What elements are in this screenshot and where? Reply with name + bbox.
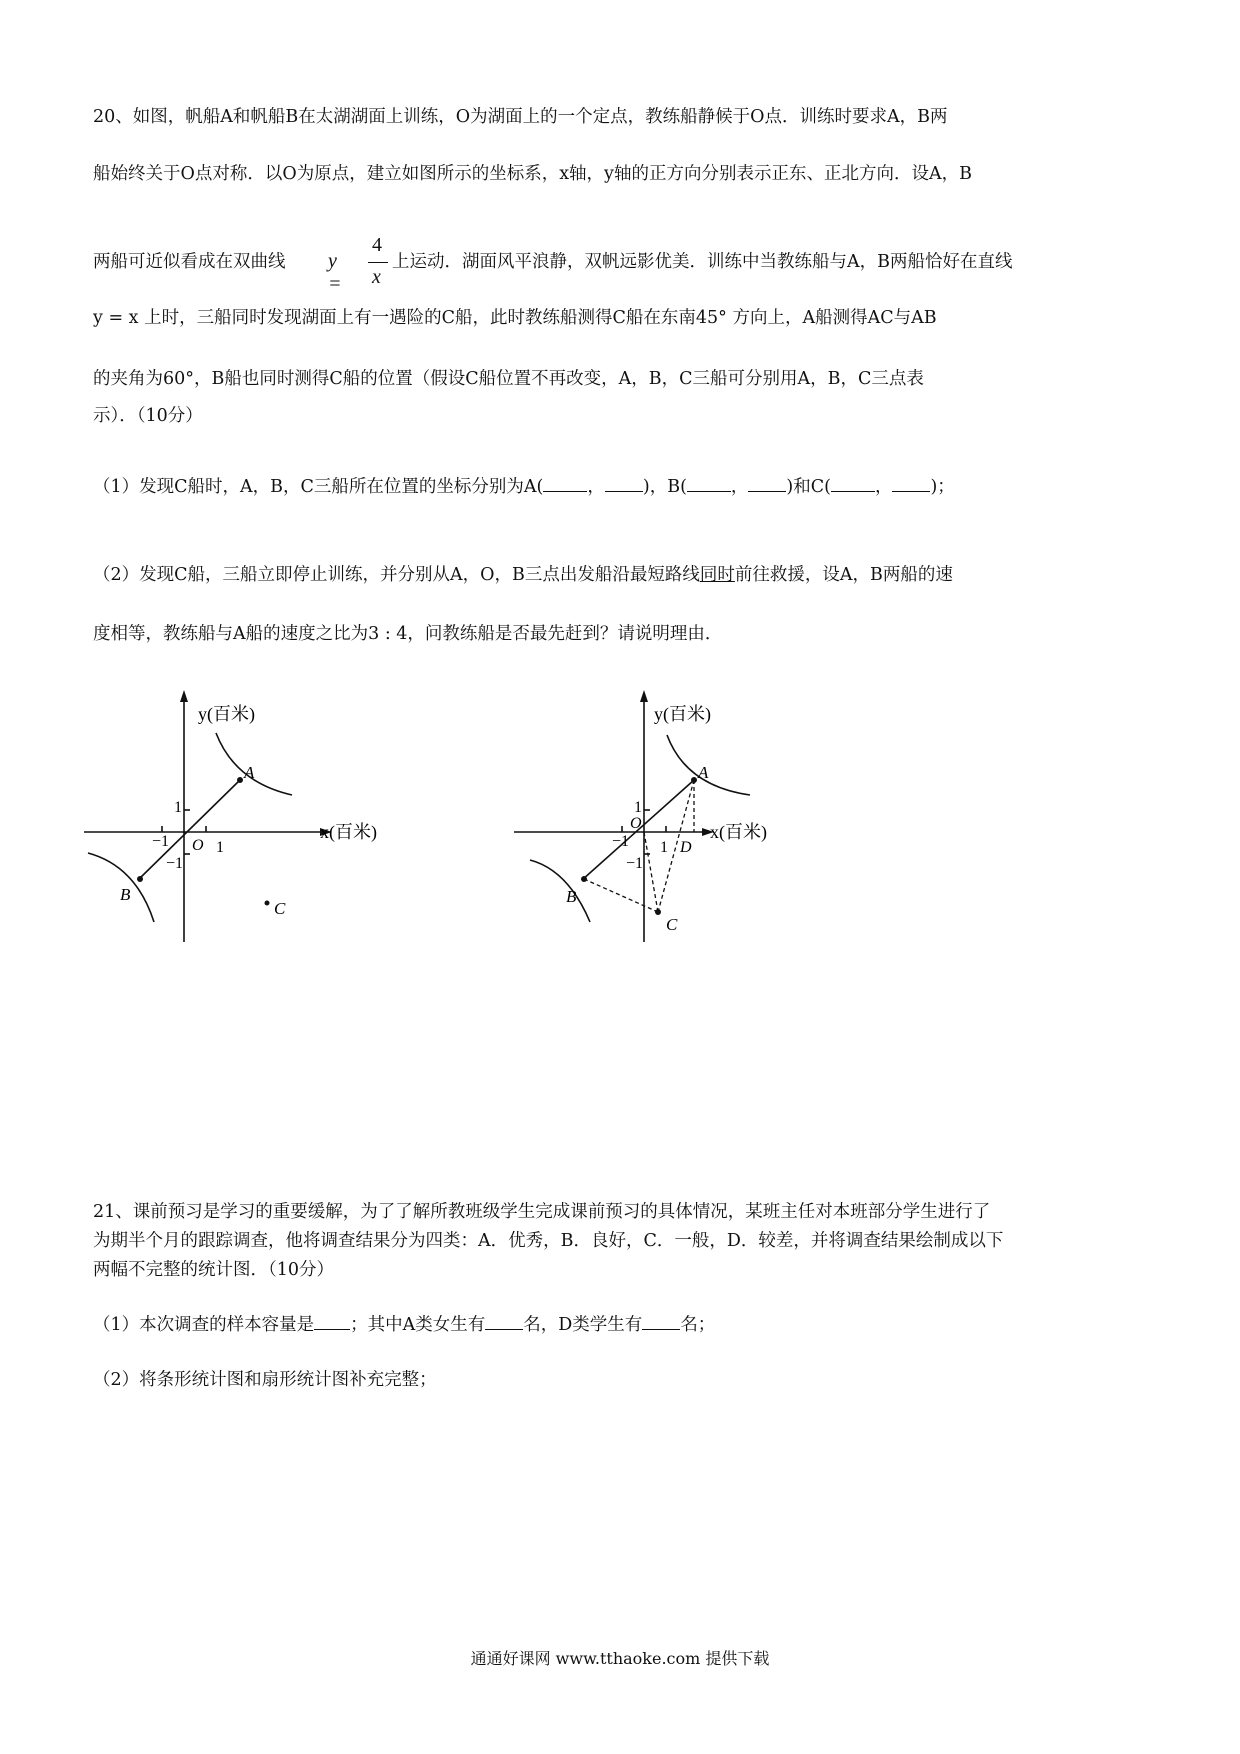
formula-denominator: x [372,266,381,288]
point-a-dot [237,777,243,783]
blank-b-y[interactable] [748,491,786,492]
q20-line-6: 示）．（10分） [93,406,203,426]
q20-sub1-pre: （1）发现C船时，A，B，C三船所在位置的坐标分别为A( [93,477,544,497]
label-a: A [244,763,255,782]
x-axis-label: x(百米) [710,822,767,842]
sub1-sep-c: )和C( [786,477,831,497]
line-y-equals-x [138,780,240,880]
tick-label-x-m1: −1 [152,833,170,850]
tick-label-x-1: 1 [216,839,224,856]
tick-label-y-m1: −1 [166,855,184,872]
comma: ， [730,477,749,497]
y-axis-label: y(百米) [654,704,711,724]
formula-lhs: y = [328,250,342,295]
blank-a-y[interactable] [605,491,643,492]
q21-sub1-c: 名，D类学生有 [523,1315,643,1335]
sub1-sep-b: )，B( [642,477,687,497]
blank-a-girls[interactable] [485,1329,523,1330]
fraction-bar [368,262,388,263]
q20-line-3-pre: 两船可近似看成在双曲线 [93,252,286,272]
q21-line-3: 两幅不完整的统计图．（10分） [93,1260,335,1280]
sub2-post: 前往救援，设A，B两船的速 [734,565,953,585]
q20-line-1: 20、如图，帆船A和帆船B在太湖湖面上训练，O为湖面上的一个定点，教练船静候于O点．训练时要求A，B两 [93,107,948,127]
origin-label: O [192,837,204,854]
sub2-underlined: 同时 [699,565,735,585]
point-c-dot [265,901,270,906]
point-a-dot [691,777,697,783]
comma: ， [874,477,893,497]
label-a: A [698,763,709,782]
label-d: D [680,839,692,856]
q20-line-4: y = x 上时，三船同时发现湖面上有一遇险的C船，此时教练船测得C船在东南45° 方向上，A船测得AC与AB [93,308,937,328]
dashed-oc [644,832,658,912]
figure-1 [80,690,440,970]
q21-sub-2: （2）将条形统计图和扇形统计图补充完整； [93,1370,437,1390]
formula-numerator: 4 [372,234,382,256]
label-b: B [120,885,131,904]
y-axis-label: y(百米) [198,704,255,724]
q21-sub-1 [93,1311,715,1336]
y-arrow [640,690,648,702]
blank-a-x[interactable] [543,491,587,492]
label-b: B [566,887,577,906]
q20-sub-2-line-1 [93,561,953,586]
q21-line-2: 为期半个月的跟踪调查，他将调查结果分为四类：A．优秀，B．良好，C．一般，D．较差，并将调查结果绘制成以下 [93,1231,1004,1251]
q21-line-1: 21、课前预习是学习的重要缓解，为了了解所教班级学生完成课前预习的具体情况，某班主任对本班部分学生进行了 [93,1202,991,1222]
blank-b-x[interactable] [687,491,731,492]
comma: ， [587,477,605,497]
origin-label: O [630,815,642,832]
point-c-dot [655,909,661,915]
q20-sub-1 [93,473,955,498]
tick-label-y-1: 1 [634,799,642,816]
point-b-dot [581,876,587,882]
x-axis-label: x(百米) [320,822,377,842]
tick-label-x-m1: −1 [612,833,630,850]
blank-c-x[interactable] [831,491,875,492]
blank-c-y[interactable] [892,491,930,492]
hyperbola-branch-1 [667,735,750,795]
tick-label-y-m1: −1 [626,855,644,872]
hyperbola-branch-3 [530,860,590,922]
q20-line-3-post: 上运动．湖面风平浪静，双帆远影优美．训练中当教练船与A，B两船恰好在直线 [392,252,1013,272]
dashed-bc [584,879,658,912]
q21-sub1-a: （1）本次调查的样本容量是 [93,1315,315,1335]
y-arrow [180,690,188,702]
q20-line-5: 的夹角为60°，B船也同时测得C船的位置（假设C船位置不再改变，A，B，C三船可分别用A，B，C三点表 [93,369,924,389]
point-b-dot [137,876,143,882]
sub1-post: )； [930,477,955,497]
label-c: C [666,915,678,934]
q20-line-2: 船始终关于O点对称．以O为原点，建立如图所示的坐标系，x轴，y轴的正方向分别表示正东、正北方向．设A，B [93,164,972,184]
q20-sub-2-line-2: 度相等，教练船与A船的速度之比为3 : 4，问教练船是否最先赶到？请说明理由． [93,624,723,644]
tick-label-y-1: 1 [174,799,182,816]
sub2-pre: （2）发现C船，三船立即停止训练，并分别从A，O，B三点出发船沿最短路线 [93,565,700,585]
tick-label-x-1: 1 [660,839,668,856]
q21-sub1-b: ；其中A类女生有 [350,1315,486,1335]
figure-2 [510,690,870,970]
blank-d-students[interactable] [642,1329,680,1330]
blank-sample-size[interactable] [314,1329,350,1330]
label-c: C [274,899,286,918]
page-footer: 通通好课网 www.tthaoke.com 提供下载 [470,1649,770,1668]
q21-sub1-d: 名； [680,1315,716,1335]
